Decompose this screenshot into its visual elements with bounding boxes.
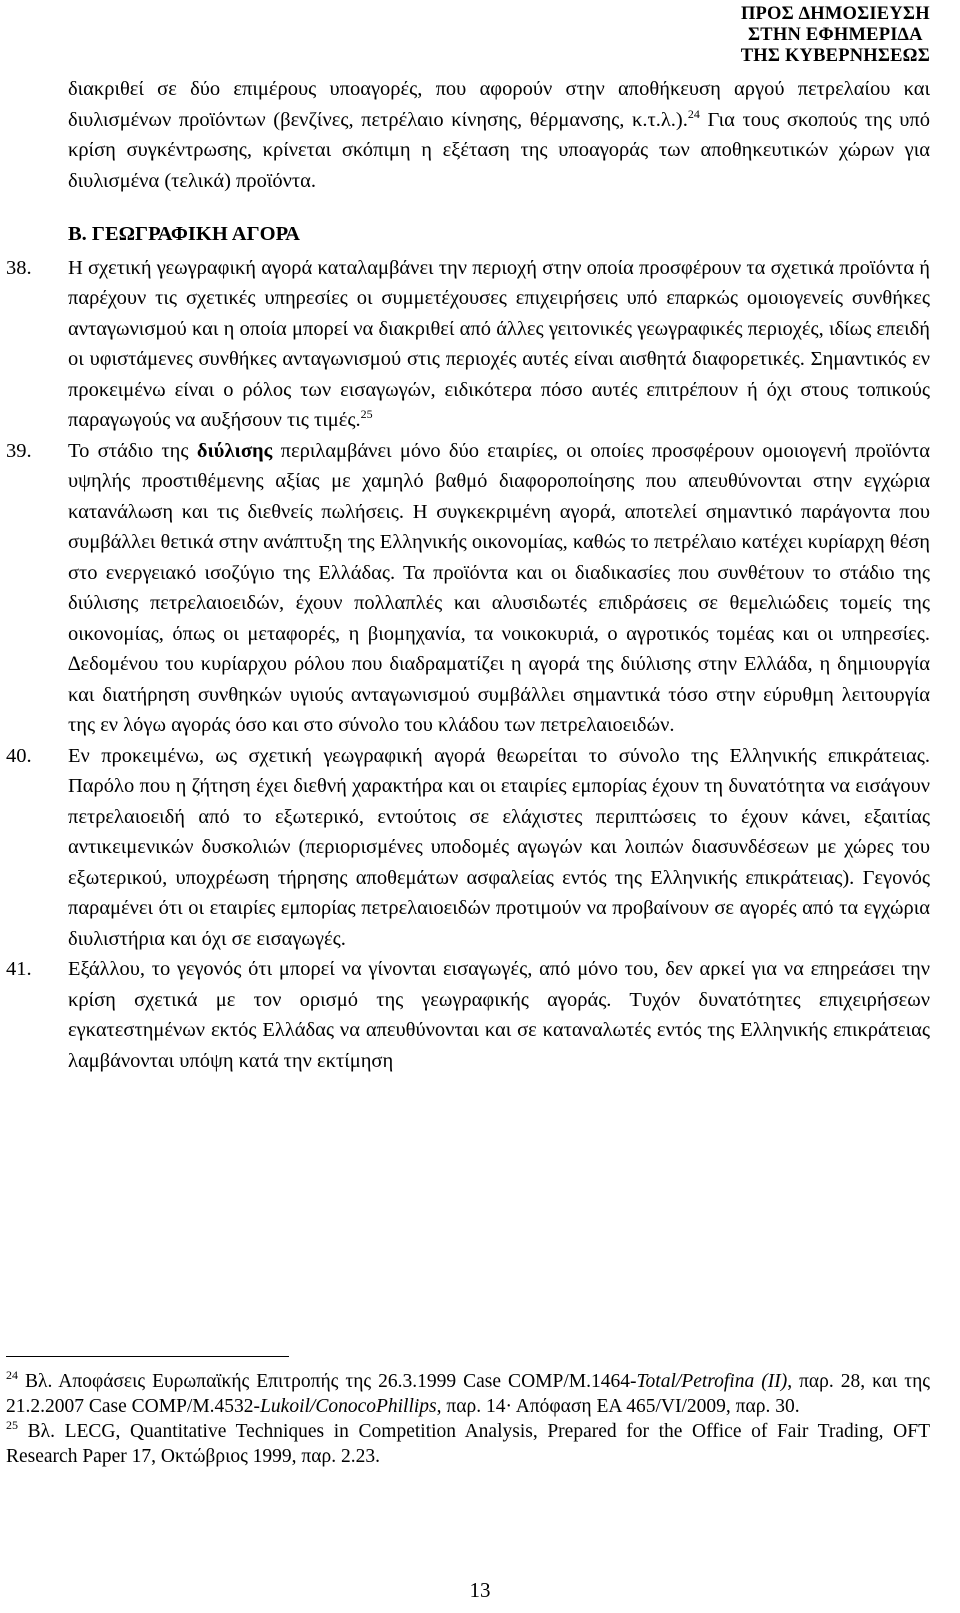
page-number: 13 bbox=[469, 1578, 491, 1602]
case-name: Total/Petrofina (II) bbox=[636, 1371, 788, 1392]
header-line-1: ΠΡΟΣ ∆ΗΜΟΣΙΕΥΣΗ bbox=[740, 4, 930, 24]
paragraph-41 bbox=[6, 954, 930, 1076]
paragraph-38 bbox=[6, 253, 930, 436]
bold-term: διύλισης bbox=[196, 439, 273, 462]
footnote-ref-25[interactable]: 25 bbox=[360, 407, 373, 421]
header-line-2: ΣΤΗΝ ΕΦΗΜΕΡΙ∆Α bbox=[748, 25, 923, 45]
intro-paragraph bbox=[68, 74, 930, 196]
body-text bbox=[6, 74, 930, 1076]
footnote-mark: 24 bbox=[6, 1368, 18, 1382]
paragraph-number: 39. bbox=[6, 439, 32, 462]
paragraph-number: 38. bbox=[6, 256, 32, 279]
intro-text-b: Για τους σκοπούς της υπό κρίση συγκέντρωσης, κρίνεται σκόπιμη η εξέταση της υποαγοράς των αποθηκευτικών χώρων για διυλισμένα (τελικά) προϊόντα. bbox=[68, 108, 930, 192]
case-name: Lukoil/ConocoPhillips bbox=[260, 1396, 437, 1417]
paragraph-40 bbox=[6, 741, 930, 955]
paragraph-number: 41. bbox=[6, 958, 32, 980]
section-heading: Β. ΓΕΩΓΡΑΦΙΚΗ ΑΓΟΡΑ bbox=[68, 223, 300, 245]
footnote-mark: 25 bbox=[6, 1418, 18, 1432]
footnote-ref-24[interactable]: 24 bbox=[687, 106, 700, 121]
intro-text-a: διακριθεί σε δύο επιμέρους υποαγορές, που αφορούν στην αποθήκευση αργού πετρελαίου και διυλισμένων προϊόντων (βενζίνες, πετρέλαιο κίνησης, θέρμανσης, κ.τ.λ.). bbox=[68, 78, 930, 131]
footnote-text-a: Βλ. Αποφάσεις Ευρωπαϊκής Επιτροπής της 26.3.1999 Case COMP/M.1464- bbox=[18, 1371, 637, 1392]
paragraph-39 bbox=[6, 436, 930, 741]
footnotes bbox=[6, 1369, 930, 1469]
paragraph-number: 40. bbox=[6, 744, 32, 767]
footnote-text: Βλ. LECG, Quantitative Techniques in Competition Analysis, Prepared for the Office of Fair Trading, OFT Research Paper 17, Οκτώβριος 1999, παρ. 2.23. bbox=[6, 1421, 930, 1467]
paragraph-text-b: περιλαμβάνει μόνο δύο εταιρίες, οι οποίες προσφέρουν ομοιογενή προϊόντα υψηλής προστιθέμενης αξίας με χαμηλό βαθμό διαφοροποίησης που απευθύνονται στην εγχώρια κατανάλωση και τις διεθνείς πωλήσεις. Η συγκεκριμένη αγορά, αποτελεί σημαντικό παράγοντα που συμβάλλει θετικά στην ανάπτυξη της Ελληνικής οικονομίας, καθώς το πετρέλαιο κατέχει κυρίαρχη θέση στο ενεργειακό ισοζύγιο της Ελλάδας. Τα προϊόντα και οι διαδικασίες που συνθέτουν το στάδιο της διύλισης πετρελαιοειδών, έχουν πολλαπλές και αλυσιδωτές επιδράσεις σε θεμελιώδεις τομείς της οικονομίας, όπως οι μεταφορές, η βιομηχανία, τα νοικοκυριά, ο αγροτικός τομέας και οι υπηρεσίες. ∆εδομένου του κυρίαρχου ρόλου που διαδραματίζει η αγορά της διύλισης στην Ελλάδα, η δημιουργία και διατήρηση συνθηκών υγιούς ανταγωνισμού συμβάλλει σημαντικά τόσο στην εύρυθμη λειτουργία της εν λόγω αγοράς όσο και στο σύνολο του κλάδου των πετρελαιοειδών. bbox=[68, 439, 930, 736]
footnote-25 bbox=[6, 1419, 930, 1469]
footnote-text-b: , παρ. 28, και της 21.2.2007 Case COMP/M.4532- bbox=[6, 1371, 931, 1417]
paragraph-text: Εν προκειμένω, ως σχετική γεωγραφική αγορά θεωρείται το σύνολο της Ελληνικής επικράτειας. Παρόλο που η ζήτηση έχει διεθνή χαρακτήρα και οι εταιρίες εμπορίας έχουν τη δυνατότητα να εισάγουν πετρελαιοειδή από το εξωτερικό, εντούτοις σε ελάχιστες περιπτώσεις το έχουν κάνει, εξαιτίας αντικειμενικών δυσκολιών (περιορισμένες υποδομές αγωγών και λοιπών διασυνδέσεων με χώρες του εξωτερικού, υποχρέωση τήρησης αποθεμάτων ασφαλείας εντός της Ελληνικής επικράτειας). Γεγονός παραμένει ότι οι εταιρίες εμπορίας πετρελαιοειδών προτιμούν να προβαίνουν σε αγορές από τα εγχώρια διυλιστήρια και όχι σε εισαγωγές. bbox=[68, 744, 930, 950]
footnote-text-c: , παρ. 14· Απόφαση ΕΑ 465/VI/2009, παρ. 30. bbox=[436, 1396, 800, 1417]
paragraph-text-a: Το στάδιο της bbox=[68, 439, 197, 462]
paragraph-text: Εξάλλου, το γεγονός ότι μπορεί να γίνονται εισαγωγές, από μόνο του, δεν αρκεί για να επηρεάσει την κρίση σχετικά με τον ορισμό της γεωγραφικής αγοράς. Τυχόν δυνατότητες επιχειρήσεων εγκατεστημένων εκτός Ελλάδας να απευθύνονται και σε καταναλωτές εντός της Ελληνικής επικράτειας λαμβάνονται υπόψη κατά την εκτίμηση bbox=[68, 958, 930, 1072]
footnote-separator bbox=[6, 1356, 289, 1357]
footnote-24 bbox=[6, 1369, 930, 1419]
header-line-3: ΤΗΣ ΚΥΒΕΡΝΗΣΕΩΣ bbox=[740, 46, 930, 66]
publication-header bbox=[741, 4, 930, 67]
paragraph-text: Η σχετική γεωγραφική αγορά καταλαμβάνει την περιοχή στην οποία προσφέρουν τα σχετικά προϊόντα ή παρέχουν τις σχετικές υπηρεσίες οι συμμετέχουσες επιχειρήσεις υπό επαρκώς ομοιογενείς συνθήκες ανταγωνισμού και η οποία μπορεί να διακριθεί από άλλες γειτονικές γεωγραφικές περιοχές, ιδίως επειδή οι υφιστάμενες συνθήκες ανταγωνισμού στις περιοχές αυτές είναι αισθητά διαφορετικές. Σημαντικός εν προκειμένω είναι ο ρόλος των εισαγωγών, ειδικότερα πόσο αυτές επιτρέπουν ή όχι στους τοπικούς παραγωγούς να αυξήσουν τις τιμές. bbox=[68, 256, 930, 431]
